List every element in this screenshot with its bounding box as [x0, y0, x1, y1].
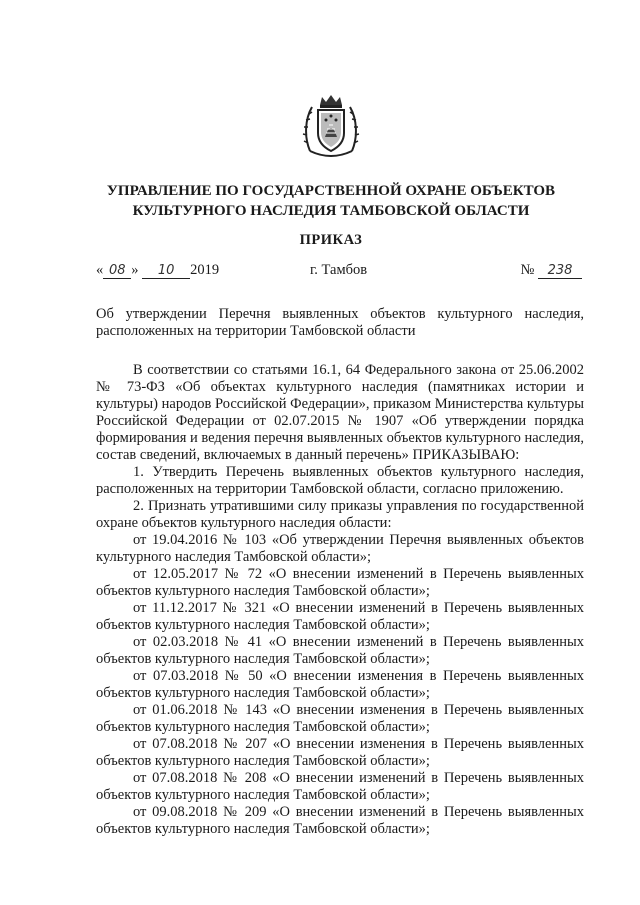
date-line	[96, 262, 582, 284]
date-open-quote: «	[96, 262, 104, 278]
repealed-order-item: от 02.03.2018 № 41 «О внесении изменений в Перечень выявленных объектов культурного наследия Тамбовской области»;	[96, 634, 584, 667]
point-2-paragraph: 2. Признать утратившими силу приказы управления по государственной охране объектов культурного наследия области:	[96, 498, 584, 531]
city-name: г. Тамбов	[310, 262, 368, 278]
repealed-order-item: от 19.04.2016 № 103 «Об утверждении Перечня выявленных объектов культурного наследия Тамбовской области»;	[96, 532, 584, 565]
date-day: 08	[103, 263, 131, 279]
agency-name	[96, 181, 566, 221]
repealed-order-item: от 07.08.2018 № 207 «О внесении изменения в Перечень выявленных объектов культурного наследия Тамбовской области»;	[96, 736, 584, 769]
repealed-order-item: от 07.08.2018 № 208 «О внесении изменений в Перечень выявленных объектов культурного наследия Тамбовской области»;	[96, 770, 584, 803]
order-date	[96, 262, 219, 279]
preamble-paragraph: В соответствии со статьями 16.1, 64 Федерального закона от 25.06.2002 № 73-ФЗ «Об объектах культурного наследия (памятниках истории и культуры) народов Российской Федерации», приказом Министерства культуры Российской Федерации от 02.07.2015 № 1907 «Об утверждении порядка формирования и ведения перечня выявленных объектов культурного наследия, состав сведений, включаемых в данный перечень» ПРИКАЗЫВАЮ:	[96, 362, 584, 463]
order-body	[96, 362, 584, 838]
point-1-paragraph: 1. Утвердить Перечень выявленных объектов культурного наследия, расположенных на территории Тамбовской области, согласно приложению.	[96, 464, 584, 497]
repealed-order-item: от 12.05.2017 № 72 «О внесении изменений в Перечень выявленных объектов культурного наследия Тамбовской области»;	[96, 566, 584, 599]
coat-of-arms-icon	[302, 93, 360, 163]
repealed-order-item: от 09.08.2018 № 209 «О внесении изменений в Перечень выявленных объектов культурного наследия Тамбовской области»;	[96, 804, 584, 837]
repealed-order-item: от 11.12.2017 № 321 «О внесении изменений в Перечень выявленных объектов культурного наследия Тамбовской области»;	[96, 600, 584, 633]
number-sign: №	[520, 262, 535, 278]
date-close-quote: »	[131, 262, 139, 278]
date-year: 2019	[190, 262, 220, 278]
order-number-value: 238	[538, 263, 582, 279]
document-type-title: ПРИКАЗ	[299, 232, 363, 248]
agency-name-line2: КУЛЬТУРНОГО НАСЛЕДИЯ ТАМБОВСКОЙ ОБЛАСТИ	[132, 203, 530, 219]
order-number	[521, 262, 582, 279]
order-subject: Об утверждении Перечня выявленных объектов культурного наследия, расположенных на территории Тамбовской области	[96, 306, 584, 339]
agency-name-line1: УПРАВЛЕНИЕ ПО ГОСУДАРСТВЕННОЙ ОХРАНЕ ОБЪЕКТОВ	[106, 183, 556, 199]
repealed-order-item: от 07.03.2018 № 50 «О внесении изменения в Перечень выявленных объектов культурного наследия Тамбовской области»;	[96, 668, 584, 701]
repealed-order-item: от 01.06.2018 № 143 «О внесении изменения в Перечень выявленных объектов культурного наследия Тамбовской области»;	[96, 702, 584, 735]
date-month: 10	[142, 263, 190, 279]
